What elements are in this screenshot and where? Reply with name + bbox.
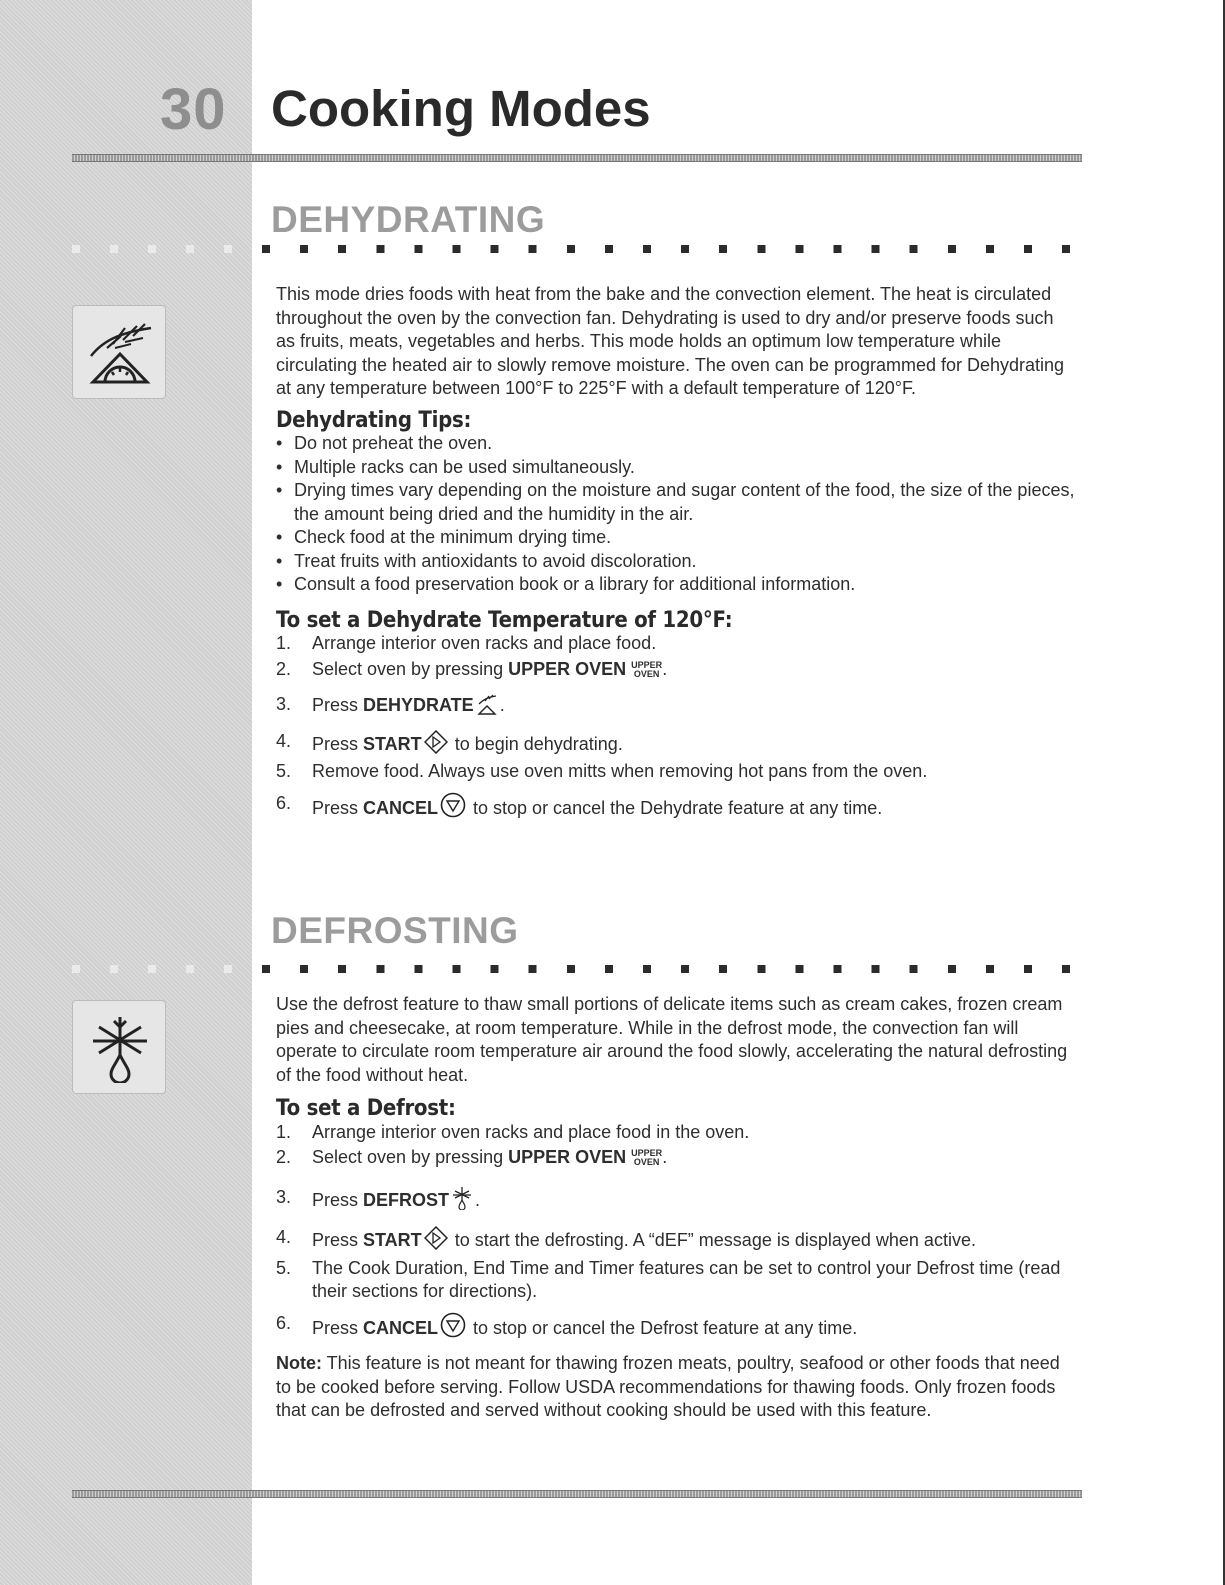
step-text: . <box>662 1147 668 1167</box>
cancel-key-label: CANCEL <box>363 797 439 818</box>
note-text: This feature is not meant for thawing frozen meats, poultry, seafood or other foods that need to be cooked before serving. Follow USDA recommendations for thawing foods. Only frozen foods that can be defrosted and served without cooking should be used with this feature. <box>276 1353 1060 1420</box>
sidebar-dot-divider <box>72 965 252 973</box>
dehydrate-icon <box>72 305 166 399</box>
step-item <box>276 730 1076 761</box>
note-label: Note: <box>276 1353 322 1373</box>
step-text: . <box>475 1189 481 1210</box>
sidebar-dot-divider <box>72 245 252 253</box>
key-icon-top: UPPER <box>631 1148 663 1158</box>
start-icon <box>424 730 448 761</box>
upper-oven-key-label: UPPER OVEN <box>508 1147 627 1167</box>
step-text: Arrange interior oven racks and place food. <box>312 633 657 653</box>
step-item <box>276 1226 1076 1257</box>
upper-oven-icon <box>631 1149 662 1167</box>
step-text: . <box>662 658 668 679</box>
dehydrating-intro: This mode dries foods with heat from the bake and the convection element. The heat is circulated throughout the oven by the convection fan. Dehydrating is used to dry and/or preserve foods such as fruits, meats, vegetables and herbs. This mode holds an optimum low temperature while circulating the heated air to slowly remove moisture. The oven can be programmed for Dehydrating at any temperature between 100°F to 225°F with a default temperature of 120°F. <box>276 284 1065 398</box>
defrost-icon <box>72 1000 166 1094</box>
step-number: 2. <box>276 1147 292 1167</box>
section-heading-defrosting: DEFROSTING <box>271 910 519 951</box>
step-number: 2. <box>276 658 292 679</box>
dehydrating-tips-list <box>276 432 1076 597</box>
header-rule <box>72 154 1082 162</box>
defrosting-intro: Use the defrost feature to thaw small portions of delicate items such as cream cakes, frozen cream pies and cheesecake, at room temperature. While in the defrost mode, the convection fan will operate to circulate room temperature air around the food slowly, accelerating the natural defrosting of the food without heat. <box>276 994 1068 1085</box>
dehydrate-steps-title: To set a Dehydrate Temperature of 120°F: <box>276 607 733 633</box>
step-text: Press <box>312 797 364 818</box>
sidebar-band <box>0 0 252 1585</box>
list-item: • Treat fruits with antioxidants to avoid discoloration. <box>276 550 1076 574</box>
cancel-icon <box>440 1312 466 1345</box>
step-item <box>276 1186 1076 1217</box>
step-item <box>276 632 1076 656</box>
step-item <box>276 760 1076 784</box>
dehydrate-steps <box>276 632 1076 824</box>
step-text: to stop or cancel the Dehydrate feature at any time. <box>468 797 883 818</box>
step-number: 3. <box>276 694 292 714</box>
defrost-steps <box>276 1121 1076 1345</box>
step-item <box>276 1257 1076 1304</box>
step-text: Press <box>312 1230 364 1250</box>
step-number: 4. <box>276 1227 292 1247</box>
step-text: Remove food. Always use oven mitts when removing hot pans from the oven. <box>312 761 928 781</box>
step-number: 5. <box>276 761 292 781</box>
step-text: . <box>499 695 505 715</box>
upper-oven-icon <box>631 661 662 679</box>
list-item: • Drying times vary depending on the moisture and sugar content of the food, the size of the pieces, the amount being dried and the humidity in the air. <box>276 479 1076 526</box>
section-heading-dehydrating: DEHYDRATING <box>271 199 546 240</box>
step-item <box>276 1121 1076 1145</box>
step-number: 3. <box>276 1186 292 1207</box>
step-number: 1. <box>276 1121 292 1142</box>
step-item <box>276 1146 1076 1170</box>
step-text: to begin dehydrating. <box>449 733 623 754</box>
footer-rule <box>72 1490 1082 1498</box>
dot-divider <box>262 965 1082 973</box>
step-number: 6. <box>276 792 292 813</box>
dehydrating-tips-title: Dehydrating Tips: <box>276 407 472 433</box>
page-title: Cooking Modes <box>271 80 651 137</box>
key-icon-bottom: OVEN <box>633 668 660 679</box>
step-item <box>276 658 1076 682</box>
step-number: 4. <box>276 730 292 751</box>
upper-oven-key-label: UPPER OVEN <box>508 658 627 679</box>
step-text: Press <box>312 1317 364 1338</box>
dehydrate-key-label: DEHYDRATE <box>363 695 474 715</box>
start-key-label: START <box>363 1230 422 1250</box>
defrost-small-icon <box>451 1186 473 1217</box>
list-item: • Consult a food preservation book or a library for additional information. <box>276 573 1076 597</box>
page-number: 30 <box>160 77 227 142</box>
step-text: to start the defrosting. A “dEF” message is displayed when active. <box>449 1230 976 1250</box>
step-text: Press <box>312 695 364 715</box>
list-item: • Check food at the minimum drying time. <box>276 526 1076 550</box>
start-key-label: START <box>363 733 422 754</box>
key-icon-bottom: OVEN <box>633 1157 660 1167</box>
step-item <box>276 693 1076 722</box>
step-item <box>276 1312 1076 1345</box>
step-number: 6. <box>276 1312 292 1333</box>
step-text: Select oven by pressing <box>312 658 509 679</box>
defrost-key-label: DEFROST <box>363 1189 450 1210</box>
defrost-steps-title: To set a Defrost: <box>276 1096 456 1121</box>
dot-divider <box>262 245 1082 253</box>
step-text: Press <box>312 733 364 754</box>
step-text: Press <box>312 1189 364 1210</box>
dehydrating-content <box>276 283 1076 824</box>
step-text: The Cook Duration, End Time and Timer features can be set to control your Defrost time (read their sections for directions). <box>312 1257 1061 1301</box>
step-text: Select oven by pressing <box>312 1147 509 1167</box>
cancel-key-label: CANCEL <box>363 1317 439 1338</box>
step-text: to stop or cancel the Defrost feature at any time. <box>468 1317 858 1338</box>
step-number: 1. <box>276 633 292 653</box>
step-number: 5. <box>276 1257 292 1278</box>
defrost-note <box>276 1352 1076 1423</box>
start-icon <box>424 1226 448 1257</box>
key-icon-top: UPPER <box>631 659 663 670</box>
list-item: • Do not preheat the oven. <box>276 432 1076 456</box>
step-text: Arrange interior oven racks and place food in the oven. <box>312 1121 750 1142</box>
step-item <box>276 792 1076 825</box>
dehydrate-small-icon <box>476 693 498 722</box>
cancel-icon <box>440 792 466 825</box>
defrosting-content <box>276 993 1076 1423</box>
list-item: • Multiple racks can be used simultaneously. <box>276 456 1076 480</box>
